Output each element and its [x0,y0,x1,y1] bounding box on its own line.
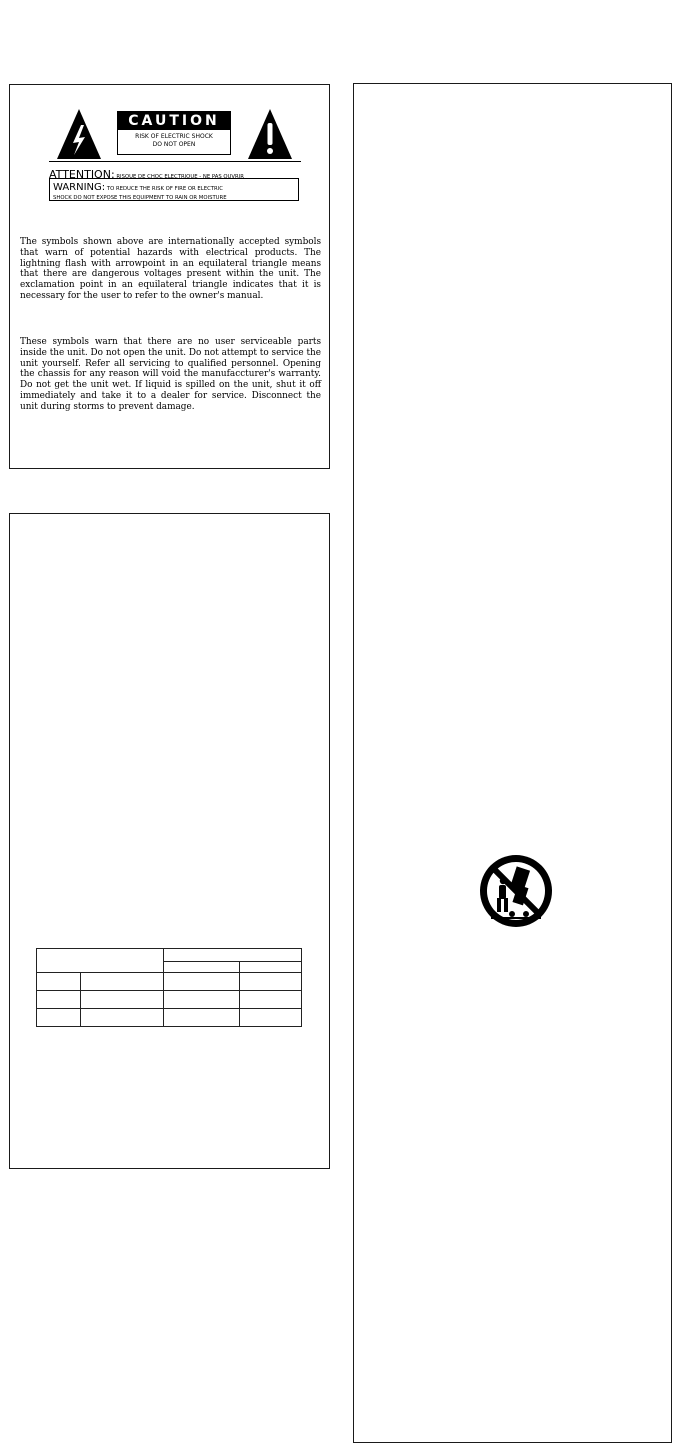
table-cell [37,1009,81,1027]
specification-panel [9,513,330,1169]
caution-title: CAUTION [118,112,230,130]
caution-block [117,111,231,155]
attention-text: RISQUE DE CHOC ELECTRIQUE - NE PAS OUVRIR [114,174,244,180]
table-cell [37,991,81,1009]
warning-box [49,178,299,201]
caution-label [47,105,302,202]
servicing-warning-paragraph: These symbols warn that there are no user serviceable parts inside the unit. Do not open the unit. Do not attempt to service the unit yourself. Refer all servicing to qualified personnel. Opening the chassis for any reason will void the manufaccturer's warranty. Do not get the unit wet. If liquid is spilled on the unit, shut it off immediately and take it to a dealer for service. Disconnect the unit during storms to prevent damage. [20,337,322,412]
table-cell [163,949,302,962]
symbols-explanation-paragraph: The symbols shown above are internationally accepted symbols that warn of potential hazards with electrical products. The lightning flash with arrowpoint in an equilateral triangle means that there are dangerous voltages present within the unit. The exclamation point in an equilateral triangle indicates that it is necessary for the user to refer to the owner's manual. [20,237,321,301]
table-cell [163,991,240,1009]
electric-shock-warning-icon [55,107,103,161]
table-cell [240,962,302,973]
table-row [37,973,302,991]
warning-heading: WARNING: [53,182,106,193]
table-row [37,991,302,1009]
table-cell [80,1009,163,1027]
table-cell [37,973,81,991]
table-cell [163,973,240,991]
table-cell [37,949,164,973]
attention-heading: ATTENTION: [49,168,115,181]
table-cell [163,1009,240,1027]
caution-sub-line-2: DO NOT OPEN [152,141,196,148]
table-cell [80,973,163,991]
caution-sub-line-1: RISK OF ELECTRIC SHOCK [135,133,213,140]
warning-text-2: SHOCK DO NOT EXPOSE THIS EQUIPMENT TO RAIN OR MOISTURE [53,195,227,201]
safety-instructions-panel [353,83,672,1443]
caution-subtitle [118,130,230,149]
table-cell [80,991,163,1009]
table-row [37,1009,302,1027]
table-header-row [37,949,302,962]
exclamation-warning-icon [246,107,294,161]
table-cell [240,991,302,1009]
cart-tip-over-warning-icon [479,854,553,928]
warning-text-1: TO REDUCE THE RISK OF FIRE OR ELECTRIC [105,186,223,192]
table-cell [163,962,240,973]
table-cell [240,973,302,991]
table-cell [240,1009,302,1027]
empty-spec-table [36,948,302,1027]
safety-symbols-panel [9,84,330,469]
